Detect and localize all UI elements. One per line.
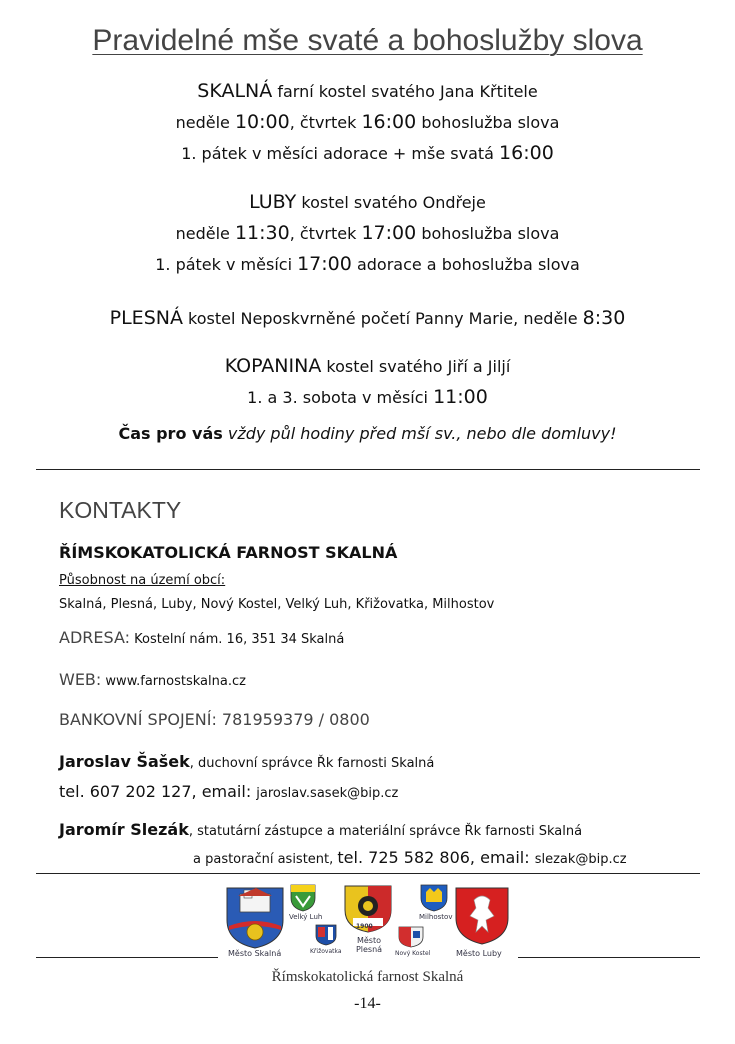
novy-kostel-crest-icon bbox=[398, 926, 424, 948]
address-row bbox=[59, 628, 344, 647]
luby-adoration bbox=[0, 253, 735, 275]
time: 11:00 bbox=[433, 386, 488, 408]
web-row bbox=[59, 670, 246, 689]
time: 17:00 bbox=[297, 253, 352, 275]
kopanina-header bbox=[0, 355, 735, 377]
person2-name: Jaromír Slezák bbox=[59, 820, 189, 839]
divider bbox=[518, 957, 700, 958]
plesna-name: PLESNÁ bbox=[109, 307, 183, 329]
address-label: ADRESA: bbox=[59, 628, 130, 647]
web-label: WEB: bbox=[59, 670, 102, 689]
crest-plesna-year: 1900 bbox=[356, 923, 373, 930]
plesna-church: kostel Neposkvrněné početí Panny Marie, neděle bbox=[182, 309, 583, 328]
time: 8:30 bbox=[582, 307, 626, 329]
crest-luby-label: Město Luby bbox=[456, 949, 502, 958]
krizovatka-crest-icon bbox=[315, 924, 337, 946]
divider bbox=[36, 873, 700, 874]
crest-plesna-label: Město Plesná bbox=[355, 936, 383, 954]
crest-velky-luh bbox=[290, 884, 316, 916]
person2-contact bbox=[193, 848, 627, 867]
skalna-schedule bbox=[0, 111, 735, 133]
bank-label: BANKOVNÍ SPOJENÍ: bbox=[59, 710, 217, 729]
schedule-text: 1. a 3. sobota v měsíci bbox=[247, 388, 434, 407]
scope-label: Působnost na území obcí: bbox=[59, 573, 226, 588]
crest-milhostov bbox=[420, 884, 448, 916]
crest-milhostov-label: Milhostov bbox=[419, 913, 453, 921]
bank-row bbox=[59, 710, 370, 729]
schedule-text: bohoslužba slova bbox=[416, 224, 560, 243]
skalna-church: farní kostel svatého Jana Křtitele bbox=[272, 82, 538, 101]
time: 10:00 bbox=[234, 111, 290, 133]
crest-krizovatka bbox=[315, 924, 337, 950]
person2-tel: tel. 725 582 806, email: bbox=[337, 848, 535, 867]
luby-church: kostel svatého Ondřeje bbox=[296, 193, 486, 212]
cas-note: vždy půl hodiny před mší sv., nebo dle domluvy! bbox=[222, 424, 617, 443]
luby-schedule bbox=[0, 222, 735, 244]
person1-email[interactable]: jaroslav.sasek@bip.cz bbox=[256, 786, 399, 801]
footer-parish: Římskokatolická farnost Skalná bbox=[271, 969, 464, 985]
schedule-text: , čtvrtek bbox=[289, 113, 362, 132]
skalna-adoration bbox=[0, 142, 735, 164]
kopanina-church: kostel svatého Jiří a Jiljí bbox=[321, 357, 511, 376]
crest-skalna bbox=[224, 886, 286, 954]
address-value: Kostelní nám. 16, 351 34 Skalná bbox=[130, 632, 345, 647]
web-link[interactable]: www.farnostskalna.cz bbox=[101, 674, 246, 689]
milhostov-crest-icon bbox=[420, 884, 448, 912]
plesna-line bbox=[0, 307, 735, 329]
person1-contact bbox=[59, 782, 398, 801]
scope-list: Skalná, Plesná, Luby, Nový Kostel, Velký Luh, Křižovatka, Milhostov bbox=[59, 597, 495, 612]
skalna-crest-icon bbox=[224, 886, 286, 950]
schedule-text: neděle bbox=[175, 224, 235, 243]
skalna-name: SKALNÁ bbox=[197, 80, 273, 102]
skalna-header bbox=[0, 80, 735, 102]
page-number: -14- bbox=[354, 995, 381, 1012]
luby-name: LUBY bbox=[249, 191, 297, 213]
person2-role2: a pastorační asistent, bbox=[193, 852, 338, 867]
crest-krizovatka-label: Křižovatka bbox=[310, 948, 342, 955]
cas-pro-vas bbox=[0, 424, 735, 443]
contacts-heading: KONTAKTY bbox=[59, 497, 182, 523]
person1-name: Jaroslav Šašek bbox=[59, 752, 190, 771]
crest-novy-kostel-label: Nový Kostel bbox=[395, 950, 431, 957]
crest-skalna-label: Město Skalná bbox=[228, 949, 282, 958]
crest-novy-kostel bbox=[398, 926, 424, 952]
schedule-text: 1. pátek v měsíci adorace + mše svatá bbox=[181, 144, 500, 163]
time: 16:00 bbox=[361, 111, 417, 133]
crest-velky-luh-label: Velký Luh bbox=[289, 913, 323, 921]
person1-role: , duchovní správce Řk farnosti Skalná bbox=[189, 756, 435, 771]
page-title: Pravidelné mše svaté a bohoslužby slova bbox=[92, 24, 643, 57]
divider bbox=[36, 469, 700, 470]
kopanina-name: KOPANINA bbox=[224, 355, 322, 377]
person1-row bbox=[59, 752, 434, 771]
schedule-text: , čtvrtek bbox=[289, 224, 362, 243]
cas-label: Čas pro vás bbox=[118, 424, 223, 443]
velky-luh-crest-icon bbox=[290, 884, 316, 912]
luby-crest-icon bbox=[454, 886, 510, 946]
luby-header bbox=[0, 191, 735, 213]
bank-value: 781959379 / 0800 bbox=[216, 710, 370, 729]
divider bbox=[36, 957, 218, 958]
time: 16:00 bbox=[499, 142, 554, 164]
crest-luby bbox=[454, 886, 510, 950]
schedule-text: adorace a bohoslužba slova bbox=[351, 255, 580, 274]
person2-email[interactable]: slezak@bip.cz bbox=[534, 852, 627, 867]
time: 17:00 bbox=[361, 222, 417, 244]
schedule-text: 1. pátek v měsíci bbox=[155, 255, 298, 274]
person2-role: , statutární zástupce a materiální správce Řk farnosti Skalná bbox=[188, 824, 583, 839]
org-name: ŘÍMSKOKATOLICKÁ FARNOST SKALNÁ bbox=[59, 543, 398, 562]
time: 11:30 bbox=[234, 222, 290, 244]
person1-tel: tel. 607 202 127, email: bbox=[59, 782, 257, 801]
person2-row bbox=[59, 820, 582, 839]
kopanina-schedule bbox=[0, 386, 735, 408]
schedule-text: neděle bbox=[175, 113, 235, 132]
schedule-text: bohoslužba slova bbox=[416, 113, 560, 132]
